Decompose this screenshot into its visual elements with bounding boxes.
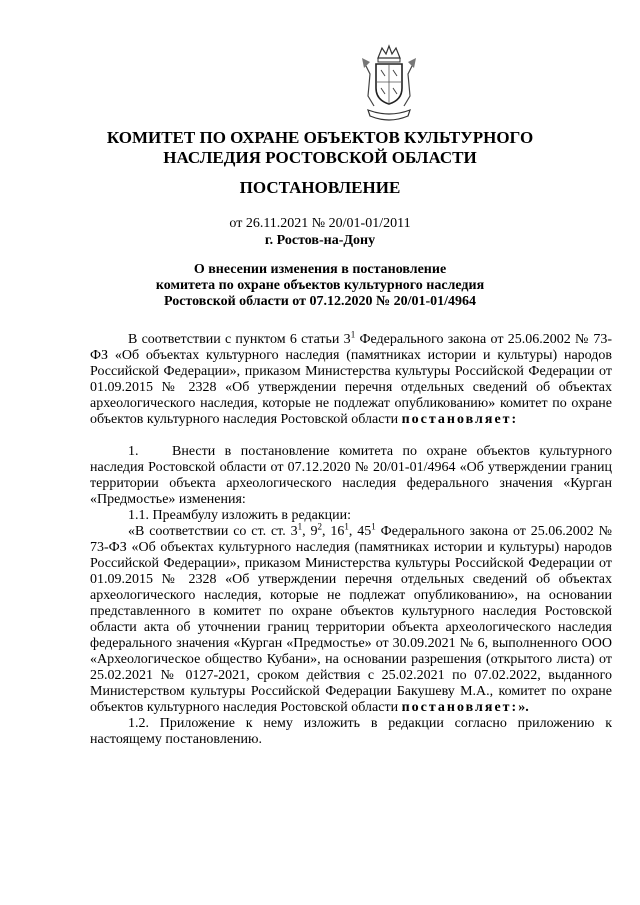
quote-text-b: , 9	[302, 524, 318, 539]
org-name-line-2: НАСЛЕДИЯ РОСТОВСКОЙ ОБЛАСТИ	[163, 148, 477, 167]
quote-text-a: «В соответствии со ст. ст. 3	[128, 524, 298, 539]
document-subject	[0, 262, 640, 310]
quote-sup-1: 1	[297, 521, 303, 532]
quote-sup-3: 1	[344, 521, 349, 532]
item-1-text: Внести в постановление комитета по охране объектов культурного наследия Ростовской области от 07.12.2020 № 20/01-01/4964 «Об утверждении границ территории объекта археологического наследия федерального значения «Курган «Предмостье» изменения:	[90, 444, 612, 507]
subject-line-1: О внесении изменения в постановление	[193, 262, 447, 277]
subject-line-2: комитета по охране объектов культурного наследия	[155, 278, 485, 293]
preamble-text-b: Федерального закона от 25.06.2002 № 73-ФЗ «Об объектах культурного наследия (памятниках истории и культуры) народов Российской Федерации», приказом Министерства культуры Российской Федерации от 01.09.2015 № 2328 «Об утверждении перечня отдельных сведений об объектах археологического наследия, которые не подлежат опубликованию» комитет по охране объектов культурного наследия Ростовской области	[90, 332, 613, 427]
item-1-1-paragraph: 1.1. Преамбулу изложить в редакции:	[128, 508, 352, 523]
item-1-2-paragraph: 1.2. Приложение к нему изложить в редакции согласно приложению к настоящему постановлению.	[90, 716, 612, 747]
quote-text-d: , 45	[348, 524, 372, 539]
item-1-paragraph	[90, 444, 612, 508]
org-name-line-1: КОМИТЕТ ПО ОХРАНЕ ОБЪЕКТОВ КУЛЬТУРНОГО	[106, 128, 534, 147]
quote-end: ».	[518, 700, 529, 715]
preamble-text-a: В соответствии с пунктом 6 статьи 3	[128, 332, 351, 347]
quoted-preamble-paragraph	[90, 521, 613, 716]
document-city: г. Ростов-на-Дону	[264, 233, 376, 248]
quote-sup-4: 1	[371, 521, 376, 532]
quote-text-e: Федерального закона от 25.06.2002 № 73-ФЗ «Об объектах культурного наследия (памятниках истории и культуры) народов Российской Федерации», приказом Министерства культуры Российской Федерации от 01.09.2015 № 2328 «Об утверждении перечня отдельных сведений об объектах археологического наследия, которые не подлежат опубликованию», на основании представленного в комитет по охране объектов культурного наследия Ростовской области акта об уточнении границ территории объекта археологического наследия федерального значения «Курган «Предмостье» от 30.09.2021 № 6, выполненного ООО «Археологическое общество Кубани», на основании разрешения (открытого листа) от 25.02.2021 № 0127-2021, сроком действия с 25.02.2021 по 07.02.2022, выданного Министерством культуры Российской Федерации Бакушеву М.А., комитет по охране объектов культурного наследия Ростовской области	[90, 524, 613, 715]
decree-word: постановляет:	[401, 412, 519, 427]
document-meta	[0, 215, 640, 249]
quote-decree-word: постановляет:	[401, 700, 519, 715]
quote-sup-2: 2	[317, 521, 322, 532]
document-type: ПОСТАНОВЛЕНИЕ	[239, 178, 401, 197]
preamble-sup: 1	[350, 329, 356, 340]
item-1-number: 1.	[128, 444, 139, 459]
subject-line-3: Ростовской области от 07.12.2020 № 20/01-01/4964	[163, 294, 477, 309]
quote-text-c: , 16	[322, 524, 345, 539]
organization-name	[0, 128, 640, 168]
document-body	[90, 329, 613, 748]
preamble-paragraph	[90, 329, 613, 428]
document-date-number: от 26.11.2021 № 20/01-01/2011	[229, 216, 411, 231]
rostov-coat-of-arms-icon	[356, 44, 422, 124]
